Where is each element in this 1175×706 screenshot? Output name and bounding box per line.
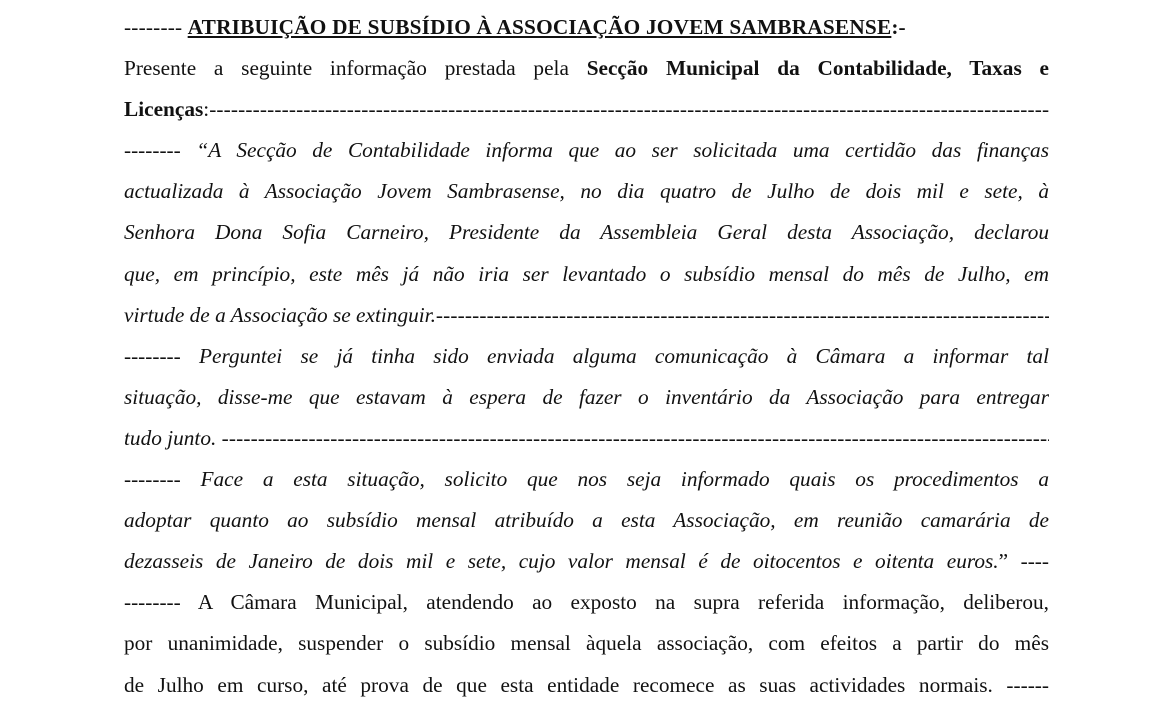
quote1-line-2 <box>124 171 1049 212</box>
quote3-text-1: Face a esta situação, solicito que nos seja informado quais os procedimentos a <box>200 467 1049 492</box>
quote3-line-1 <box>124 459 1049 500</box>
quote1-text-5: virtude de a Associação se extinguir. <box>124 302 436 327</box>
quote3-end: ” ---- <box>998 549 1049 574</box>
decision-text-3: de Julho em curso, até prova de que esta entidade recomece as suas actividades normais. <box>124 672 993 697</box>
dash-fill <box>222 418 1049 459</box>
quote1-line-3 <box>124 212 1049 253</box>
intro-colon: : <box>203 97 210 122</box>
decision-text-1: A Câmara Municipal, atendendo ao exposto na supra referida informação, deliberou, <box>197 590 1049 615</box>
quote2-text-3: tudo junto. <box>124 425 217 450</box>
quote2-text-2: situação, disse-me que estavam à espera de fazer o inventário da Associação para entregar <box>124 384 1049 409</box>
quote2-line-3 <box>124 418 1049 459</box>
quote1-text-3: Senhora Dona Sofia Carneiro, Presidente da Assembleia Geral desta Associação, declarou <box>124 220 1049 245</box>
heading-line <box>124 7 1049 48</box>
intro-section-name-end: Licenças <box>124 97 204 122</box>
quote1-text-4: que, em princípio, este mês já não iria ser levantado o subsídio mensal do mês de Julho, em <box>124 261 1049 286</box>
intro-line-1 <box>124 48 1049 89</box>
quote2-lead-dashes: -------- <box>124 343 181 368</box>
quote3-lead-dashes: -------- <box>124 467 181 492</box>
quote1-line-4 <box>124 254 1049 295</box>
quote1-text-2: actualizada à Associação Jovem Sambrasense, no dia quatro de Julho de dois mil e sete, à <box>124 179 1049 204</box>
quote2-text-1: Perguntei se já tinha sido enviada alguma comunicação à Câmara a informar tal <box>199 343 1049 368</box>
quote3-line-3 <box>124 541 1049 582</box>
decision-lead-dashes: -------- <box>124 590 181 615</box>
intro-line-2 <box>124 89 1049 130</box>
quote1-lead-dashes: -------- <box>124 138 181 163</box>
heading-suffix: :- <box>891 15 906 39</box>
quote2-line-1 <box>124 336 1049 377</box>
intro-section-name: Secção Municipal da Contabilidade, Taxas e <box>586 56 1049 81</box>
quote3-text-3: dezasseis de Janeiro de dois mil e sete, cujo valor mensal é de oitocentos e oitenta euros. <box>124 549 999 574</box>
quote1-line-1 <box>124 130 1049 171</box>
decision-text-2: por unanimidade, suspender o subsídio mensal àquela associação, com efeitos a partir do mês <box>124 631 1049 656</box>
heading-lead-dashes: -------- <box>124 15 183 39</box>
dash-fill <box>209 89 1049 130</box>
quote1-line-5 <box>124 295 1049 336</box>
decision-end: ------ <box>992 672 1049 697</box>
decision-line-3 <box>124 665 1049 706</box>
document-title: ATRIBUIÇÃO DE SUBSÍDIO À ASSOCIAÇÃO JOVEM SAMBRASENSE <box>187 15 892 39</box>
quote1-text-1: “A Secção de Contabilidade informa que ao ser solicitada uma certidão das finanças <box>196 138 1049 163</box>
document-page <box>124 7 1049 706</box>
decision-line-2 <box>124 623 1049 664</box>
quote3-line-2 <box>124 500 1049 541</box>
quote3-text-2: adoptar quanto ao subsídio mensal atribuído a esta Associação, em reunião camarária de <box>124 508 1049 533</box>
quote2-line-2 <box>124 377 1049 418</box>
dash-fill <box>436 295 1049 336</box>
decision-line-1 <box>124 582 1049 623</box>
intro-text: Presente a seguinte informação prestada pela <box>124 56 587 81</box>
